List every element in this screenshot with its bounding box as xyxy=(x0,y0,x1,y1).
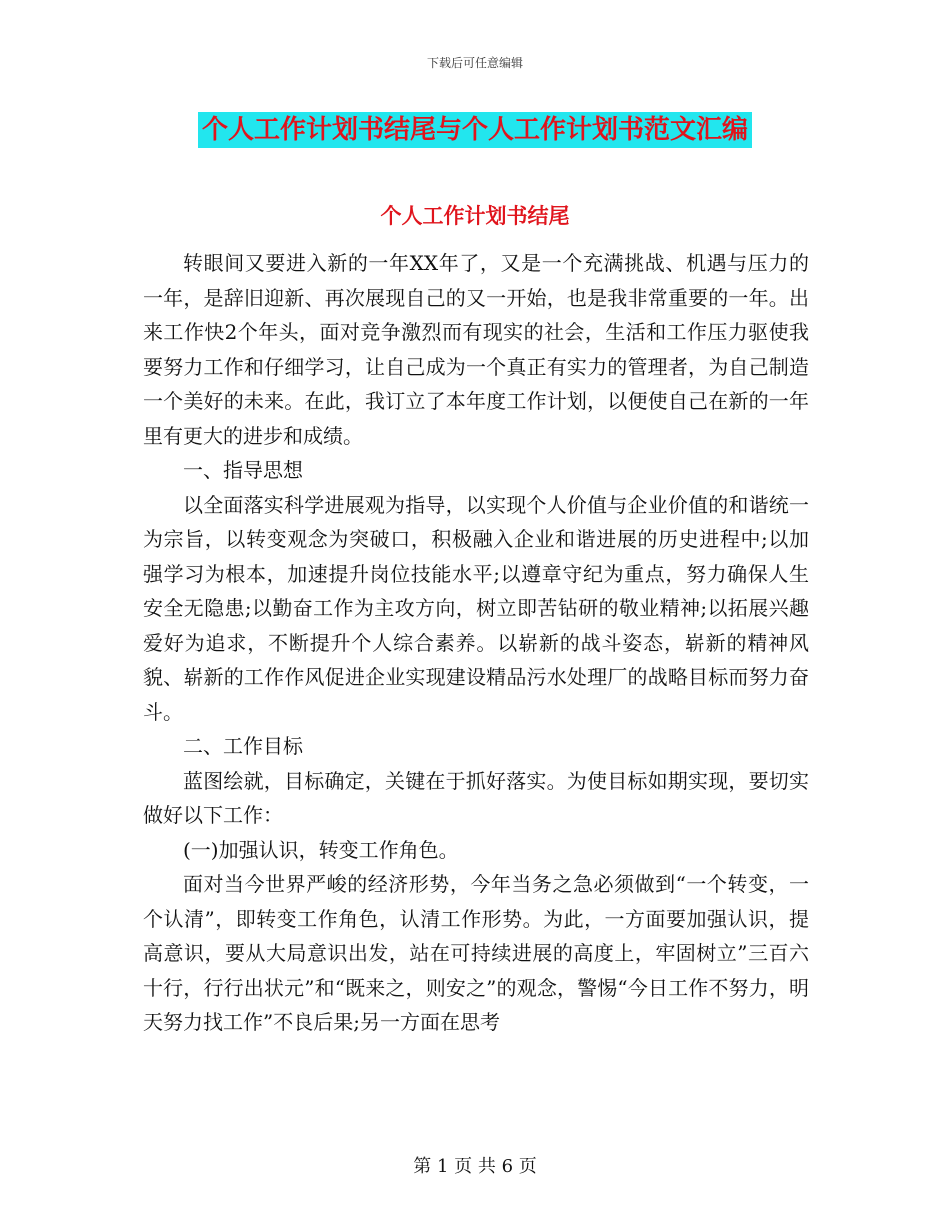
document-body xyxy=(143,246,809,1040)
paragraph-intro: 转眼间又要进入新的一年XX年了，又是一个充满挑战、机遇与压力的一年，是辞旧迎新、再次展现自己的又一开始，也是我非常重要的一年。出来工作快2个年头，面对竞争激烈而有现实的社会，生活和工作压力驱使我要努力工作和仔细学习，让自己成为一个真正有实力的管理者，为自己制造一个美好的未来。在此，我订立了本年度工作计划，以便使自己在新的一年里有更大的进步和成绩。 xyxy=(143,251,809,448)
heading-guiding-thought: 一、指导思想 xyxy=(183,458,303,482)
paragraph-economic-situation: 面对当今世界严峻的经济形势，今年当务之急必须做到“一个转变，一个认清”，即转变工作角色，认清工作形势。为此，一方面要加强认识，提高意识，要从大局意识出发，站在可持续进展的高度上，牢固树立”三百六十行，行行出状元”和“既来之，则安之”的观念，警惕“今日工作不努力，明天努力找工作”不良后果;另一方面在思考 xyxy=(143,872,809,1034)
heading-work-goals: 二、工作目标 xyxy=(183,734,303,758)
page-footer xyxy=(0,1152,950,1178)
page-number-label: 第 1 页 共 6 页 xyxy=(413,1156,537,1177)
paragraph-guiding-thought: 以全面落实科学进展观为指导，以实现个人价值与企业价值的和谐统一为宗旨，以转变观念为突破口，积极融入企业和谐进展的历史进程中;以加强学习为根本，加速提升岗位技能水平;以遵章守纪为重点，努力确保人生安全无隐患;以勤奋工作为主攻方向，树立即苦钻研的敬业精神;以拓展兴趣爱好为追求，不断提升个人综合素养。以崭新的战斗姿态，崭新的精神风貌、崭新的工作作风促进企业实现建设精品污水处理厂的战略目标而努力奋斗。 xyxy=(143,492,809,724)
document-title-container xyxy=(0,112,950,148)
subheading-strengthen-awareness: (一)加强认识，转变工作角色。 xyxy=(183,837,459,862)
page-header-note: 下载后可任意编辑 xyxy=(426,56,523,70)
document-title: 个人工作计划书结尾与个人工作计划书范文汇编 xyxy=(198,112,752,148)
section-title: 个人工作计划书结尾 xyxy=(380,204,570,228)
paragraph-work-goals: 蓝图绘就，目标确定，关键在于抓好落实。为使目标如期实现，要切实做好以下工作： xyxy=(143,768,809,827)
